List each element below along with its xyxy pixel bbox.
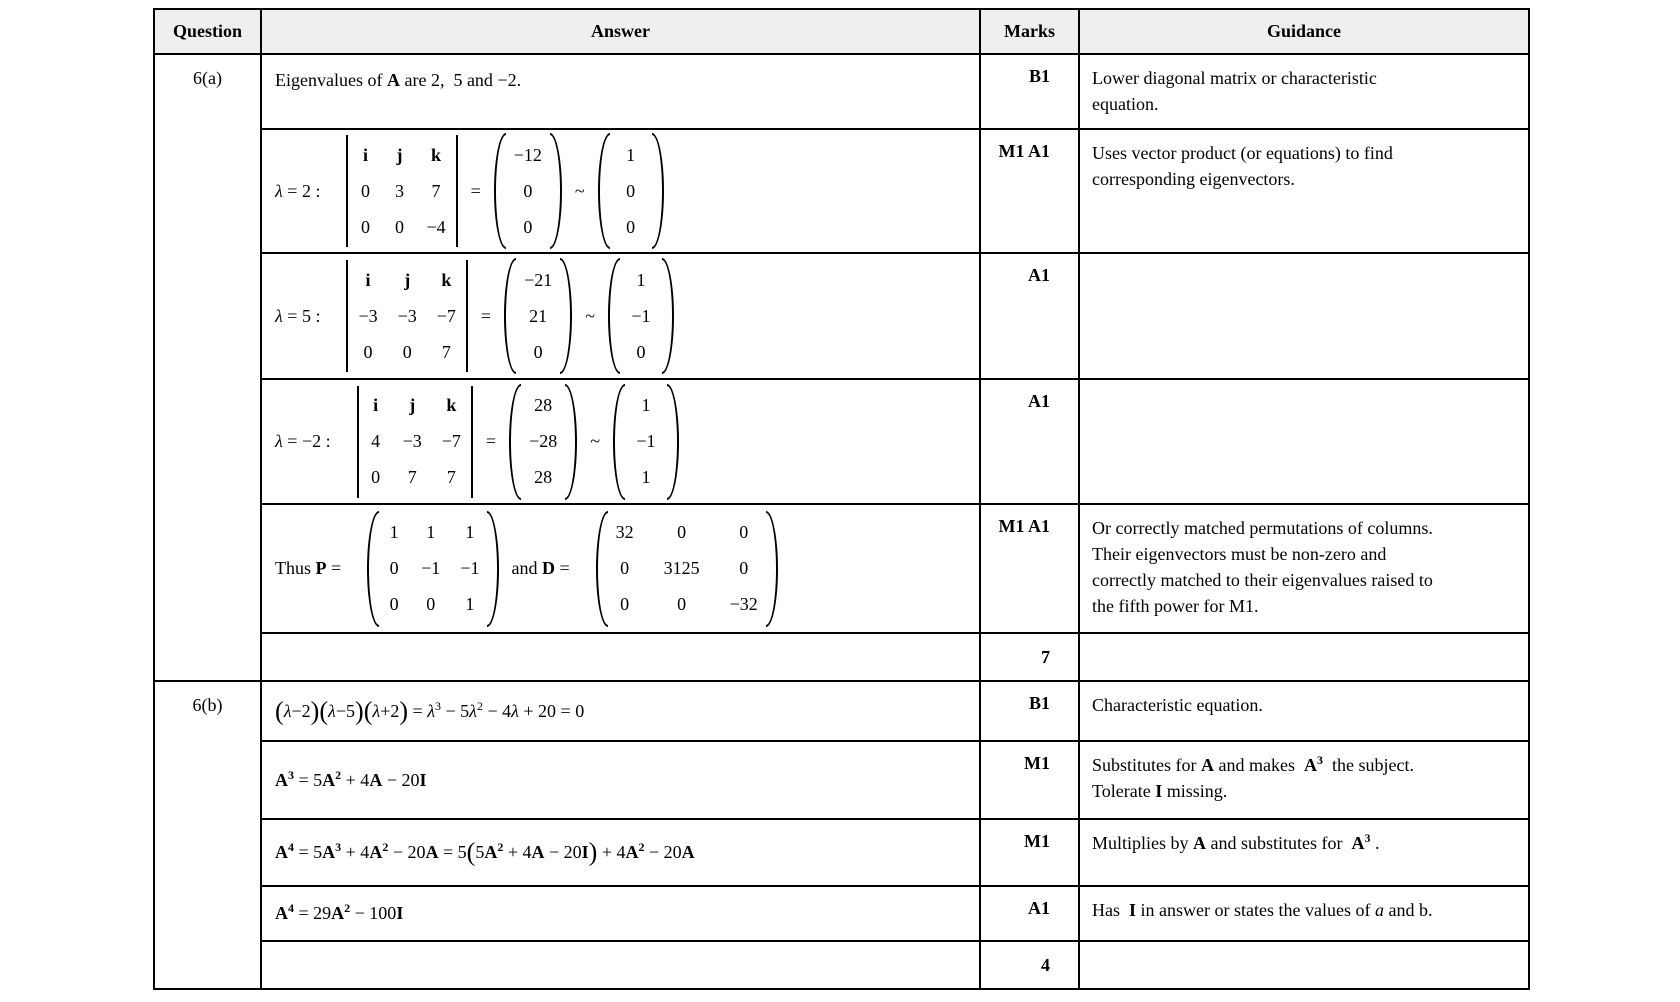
guidance-text: Multiplies by A and substitutes for $A^3$ . bbox=[1092, 831, 1380, 853]
result-vector bbox=[494, 133, 562, 249]
column-header-guidance: Guidance bbox=[1079, 9, 1529, 54]
matrix-cell: 7 bbox=[407, 467, 417, 487]
matrix-cell: −32 bbox=[729, 594, 758, 614]
matrix-cell: 28 bbox=[534, 395, 553, 415]
guidance-text: Or correctly matched permutations of columns. Their eigenvectors must be non-zero and correctly matched to their eigenvalues raised to the fifth power for M1. bbox=[1092, 518, 1433, 617]
matrix-cell: 1 bbox=[626, 144, 636, 165]
right-paren-icon bbox=[560, 258, 572, 374]
determinant-matrix bbox=[357, 386, 473, 498]
matrix-cell: 0 bbox=[523, 180, 533, 201]
question-cell-6b: 6(b) bbox=[154, 681, 261, 989]
row-6b-total bbox=[154, 941, 1529, 989]
matrix-cell: −28 bbox=[529, 431, 558, 451]
lambda-label: λ = −2 : bbox=[275, 431, 331, 451]
matrix-cell: 0 bbox=[636, 341, 646, 362]
left-paren-icon bbox=[596, 511, 608, 627]
matrix-cell: 21 bbox=[529, 305, 548, 326]
marks-cell: M1 bbox=[980, 819, 1079, 886]
matrix-cell: 0 bbox=[371, 467, 381, 487]
matrix-cell: 7 bbox=[441, 341, 451, 362]
answer-cell bbox=[261, 819, 980, 886]
marks-cell: B1 bbox=[980, 681, 1079, 741]
guidance-text: Uses vector product (or equations) to find corresponding eigenvectors. bbox=[1092, 143, 1393, 190]
column-header-answer: Answer bbox=[261, 9, 980, 54]
matrix-cell: 0 bbox=[389, 594, 399, 614]
matrix-cell: 1 bbox=[426, 522, 436, 542]
guidance-cell bbox=[1079, 681, 1529, 741]
mark-scheme-page bbox=[153, 8, 1530, 990]
matrix-cell: 0 bbox=[523, 216, 533, 237]
left-paren-icon bbox=[504, 258, 516, 374]
matrix-cell: 0 bbox=[677, 594, 687, 614]
row-6a-lambda-minus-2 bbox=[154, 379, 1529, 504]
equals-sign: = bbox=[480, 305, 492, 326]
matrix-cell: j bbox=[409, 395, 416, 415]
matrix-cell: 7 bbox=[431, 180, 441, 201]
matrix-p bbox=[367, 511, 499, 627]
matrix-cell: −3 bbox=[397, 305, 417, 326]
result-vector bbox=[509, 384, 577, 500]
determinant-matrix bbox=[346, 135, 457, 247]
matrix-cell: −21 bbox=[524, 269, 553, 290]
matrix-cell: 7 bbox=[446, 467, 456, 487]
matrix-cell: 1 bbox=[389, 522, 399, 542]
total-marks-6a: 7 bbox=[980, 633, 1079, 681]
right-paren-icon bbox=[487, 511, 499, 627]
diagonalisation-result bbox=[275, 511, 979, 627]
matrix-cell: 0 bbox=[626, 180, 636, 201]
matrix-cell: 0 bbox=[360, 180, 370, 201]
matrix-cell: 0 bbox=[626, 216, 636, 237]
answer-cell-empty bbox=[261, 941, 980, 989]
matrix-cell: 0 bbox=[739, 558, 749, 578]
marks-cell: M1 bbox=[980, 741, 1079, 819]
answer-equation: $(\lambda-2)(\lambda-5)(\lambda+2) = \lambda^3 - 5\lambda^2 - 4\lambda + 20 = 0$ bbox=[275, 696, 585, 726]
equals-sign: = bbox=[470, 180, 481, 201]
answer-cell bbox=[261, 54, 980, 129]
matrix-cell: 3125 bbox=[663, 558, 700, 578]
matrix-cell: 0 bbox=[394, 216, 404, 237]
answer-cell bbox=[261, 253, 980, 379]
guidance-cell-empty bbox=[1079, 379, 1529, 504]
guidance-cell bbox=[1079, 886, 1529, 941]
right-paren-icon bbox=[667, 384, 679, 500]
guidance-cell bbox=[1079, 54, 1529, 129]
matrix-cell: −1 bbox=[636, 431, 656, 451]
guidance-cell bbox=[1079, 741, 1529, 819]
matrix-cell: 0 bbox=[620, 558, 630, 578]
matrix-cell: 1 bbox=[465, 594, 475, 614]
header-row bbox=[154, 9, 1529, 54]
matrix-cell: i bbox=[373, 395, 379, 415]
matrix-cell: 1 bbox=[465, 522, 475, 542]
matrix-cell: 0 bbox=[389, 558, 399, 578]
row-6b-a-cubed bbox=[154, 741, 1529, 819]
answer-text: Eigenvalues of A are 2, 5 and −2. bbox=[275, 70, 522, 90]
answer-cell-empty bbox=[261, 633, 980, 681]
guidance-cell-empty bbox=[1079, 941, 1529, 989]
matrix-cell: 0 bbox=[363, 341, 373, 362]
eigenvector-working-lambda-minus-2 bbox=[275, 384, 979, 500]
determinant-matrix bbox=[346, 260, 467, 372]
left-paren-icon bbox=[598, 133, 610, 249]
matrix-cell: −4 bbox=[426, 216, 446, 237]
matrix-cell: 32 bbox=[615, 522, 634, 542]
matrix-cell: −12 bbox=[513, 144, 542, 165]
matrix-cell: k bbox=[446, 395, 457, 415]
marks-cell: M1 A1 bbox=[980, 129, 1079, 253]
matrix-cell: 4 bbox=[371, 431, 381, 451]
answer-cell bbox=[261, 681, 980, 741]
marks-cell: B1 bbox=[980, 54, 1079, 129]
guidance-text: Lower diagonal matrix or characteristic equation. bbox=[1092, 68, 1377, 115]
answer-cell bbox=[261, 379, 980, 504]
left-paren-icon bbox=[494, 133, 506, 249]
matrix-cell: −3 bbox=[402, 431, 422, 451]
matrix-cell: −7 bbox=[436, 305, 456, 326]
row-6a-lambda-5 bbox=[154, 253, 1529, 379]
matrix-cell: 1 bbox=[641, 395, 651, 415]
column-header-marks: Marks bbox=[980, 9, 1079, 54]
guidance-text: Has I in answer or states the values of a and b. bbox=[1092, 900, 1433, 920]
guidance-cell-empty bbox=[1079, 633, 1529, 681]
equals-sign: = bbox=[485, 431, 497, 451]
guidance-cell-empty bbox=[1079, 253, 1529, 379]
matrix-cell: j bbox=[396, 144, 403, 165]
row-6a-total bbox=[154, 633, 1529, 681]
marks-cell: A1 bbox=[980, 379, 1079, 504]
matrix-cell: 0 bbox=[620, 594, 630, 614]
matrix-cell: −7 bbox=[441, 431, 461, 451]
matrix-cell: i bbox=[362, 144, 368, 165]
answer-equation: $A^3 = 5A^2 + 4A - 20I$ bbox=[275, 767, 427, 790]
matrix-cell: 28 bbox=[534, 467, 553, 487]
guidance-text: Substitutes for A and makes $A^3$ the subject. Tolerate I missing. bbox=[1092, 753, 1414, 802]
right-paren-icon bbox=[652, 133, 664, 249]
eigenvector-working-lambda-2 bbox=[275, 133, 979, 249]
right-paren-icon bbox=[662, 258, 674, 374]
matrix-cell: k bbox=[441, 269, 452, 290]
matrix-cell: k bbox=[431, 144, 442, 165]
result-vector bbox=[504, 258, 572, 374]
matrix-cell: −1 bbox=[460, 558, 480, 578]
guidance-text: Characteristic equation. bbox=[1092, 695, 1263, 715]
tilde-operator: ~ bbox=[585, 305, 595, 326]
thus-p-label: Thus P = bbox=[275, 558, 342, 578]
matrix-cell: −3 bbox=[358, 305, 378, 326]
eigenvector bbox=[613, 384, 679, 500]
total-marks-6b: 4 bbox=[980, 941, 1079, 989]
mark-scheme-table bbox=[153, 8, 1530, 990]
left-paren-icon bbox=[367, 511, 379, 627]
matrix-cell: 0 bbox=[426, 594, 436, 614]
matrix-cell: 0 bbox=[533, 341, 543, 362]
row-6b-final-answer bbox=[154, 886, 1529, 941]
eigenvector-working-lambda-5 bbox=[275, 258, 979, 374]
question-cell-6a: 6(a) bbox=[154, 54, 261, 681]
matrix-cell: i bbox=[365, 269, 371, 290]
matrix-cell: 0 bbox=[739, 522, 749, 542]
matrix-cell: 0 bbox=[677, 522, 687, 542]
tilde-operator: ~ bbox=[590, 431, 600, 451]
row-6a-eigenvalues bbox=[154, 54, 1529, 129]
lambda-label: λ = 2 : bbox=[275, 180, 321, 201]
row-6b-a-fourth-expansion bbox=[154, 819, 1529, 886]
answer-cell bbox=[261, 886, 980, 941]
lambda-label: λ = 5 : bbox=[275, 305, 321, 326]
tilde-operator: ~ bbox=[574, 180, 585, 201]
eigenvector bbox=[608, 258, 674, 374]
matrix-cell: 3 bbox=[394, 180, 404, 201]
marks-cell: A1 bbox=[980, 886, 1079, 941]
row-6a-lambda-2 bbox=[154, 129, 1529, 253]
matrix-cell: 0 bbox=[402, 341, 412, 362]
row-6a-p-and-d-matrices bbox=[154, 504, 1529, 633]
left-paren-icon bbox=[509, 384, 521, 500]
guidance-cell bbox=[1079, 504, 1529, 633]
matrix-cell: 1 bbox=[636, 269, 646, 290]
row-6b-characteristic-equation bbox=[154, 681, 1529, 741]
left-paren-icon bbox=[613, 384, 625, 500]
matrix-cell: −1 bbox=[421, 558, 441, 578]
answer-equation: $A^4 = 5A^3 + 4A^2 - 20A = 5(5A^2 + 4A - 20I) + 4A^2 - 20A$ bbox=[275, 837, 695, 867]
matrix-cell: −1 bbox=[631, 305, 651, 326]
right-paren-icon bbox=[550, 133, 562, 249]
matrix-d bbox=[596, 511, 778, 627]
guidance-cell bbox=[1079, 129, 1529, 253]
eigenvector bbox=[598, 133, 664, 249]
answer-equation: $A^4 = 29A^2 - 100I$ bbox=[275, 901, 404, 923]
matrix-cell: 0 bbox=[360, 216, 370, 237]
answer-cell bbox=[261, 741, 980, 819]
matrix-cell: j bbox=[404, 269, 411, 290]
right-paren-icon bbox=[766, 511, 778, 627]
answer-cell bbox=[261, 504, 980, 633]
guidance-cell bbox=[1079, 819, 1529, 886]
answer-cell bbox=[261, 129, 980, 253]
left-paren-icon bbox=[608, 258, 620, 374]
and-d-label: and D = bbox=[511, 558, 570, 578]
marks-cell: A1 bbox=[980, 253, 1079, 379]
marks-cell: M1 A1 bbox=[980, 504, 1079, 633]
matrix-cell: 1 bbox=[641, 467, 651, 487]
column-header-question: Question bbox=[154, 9, 261, 54]
right-paren-icon bbox=[565, 384, 577, 500]
